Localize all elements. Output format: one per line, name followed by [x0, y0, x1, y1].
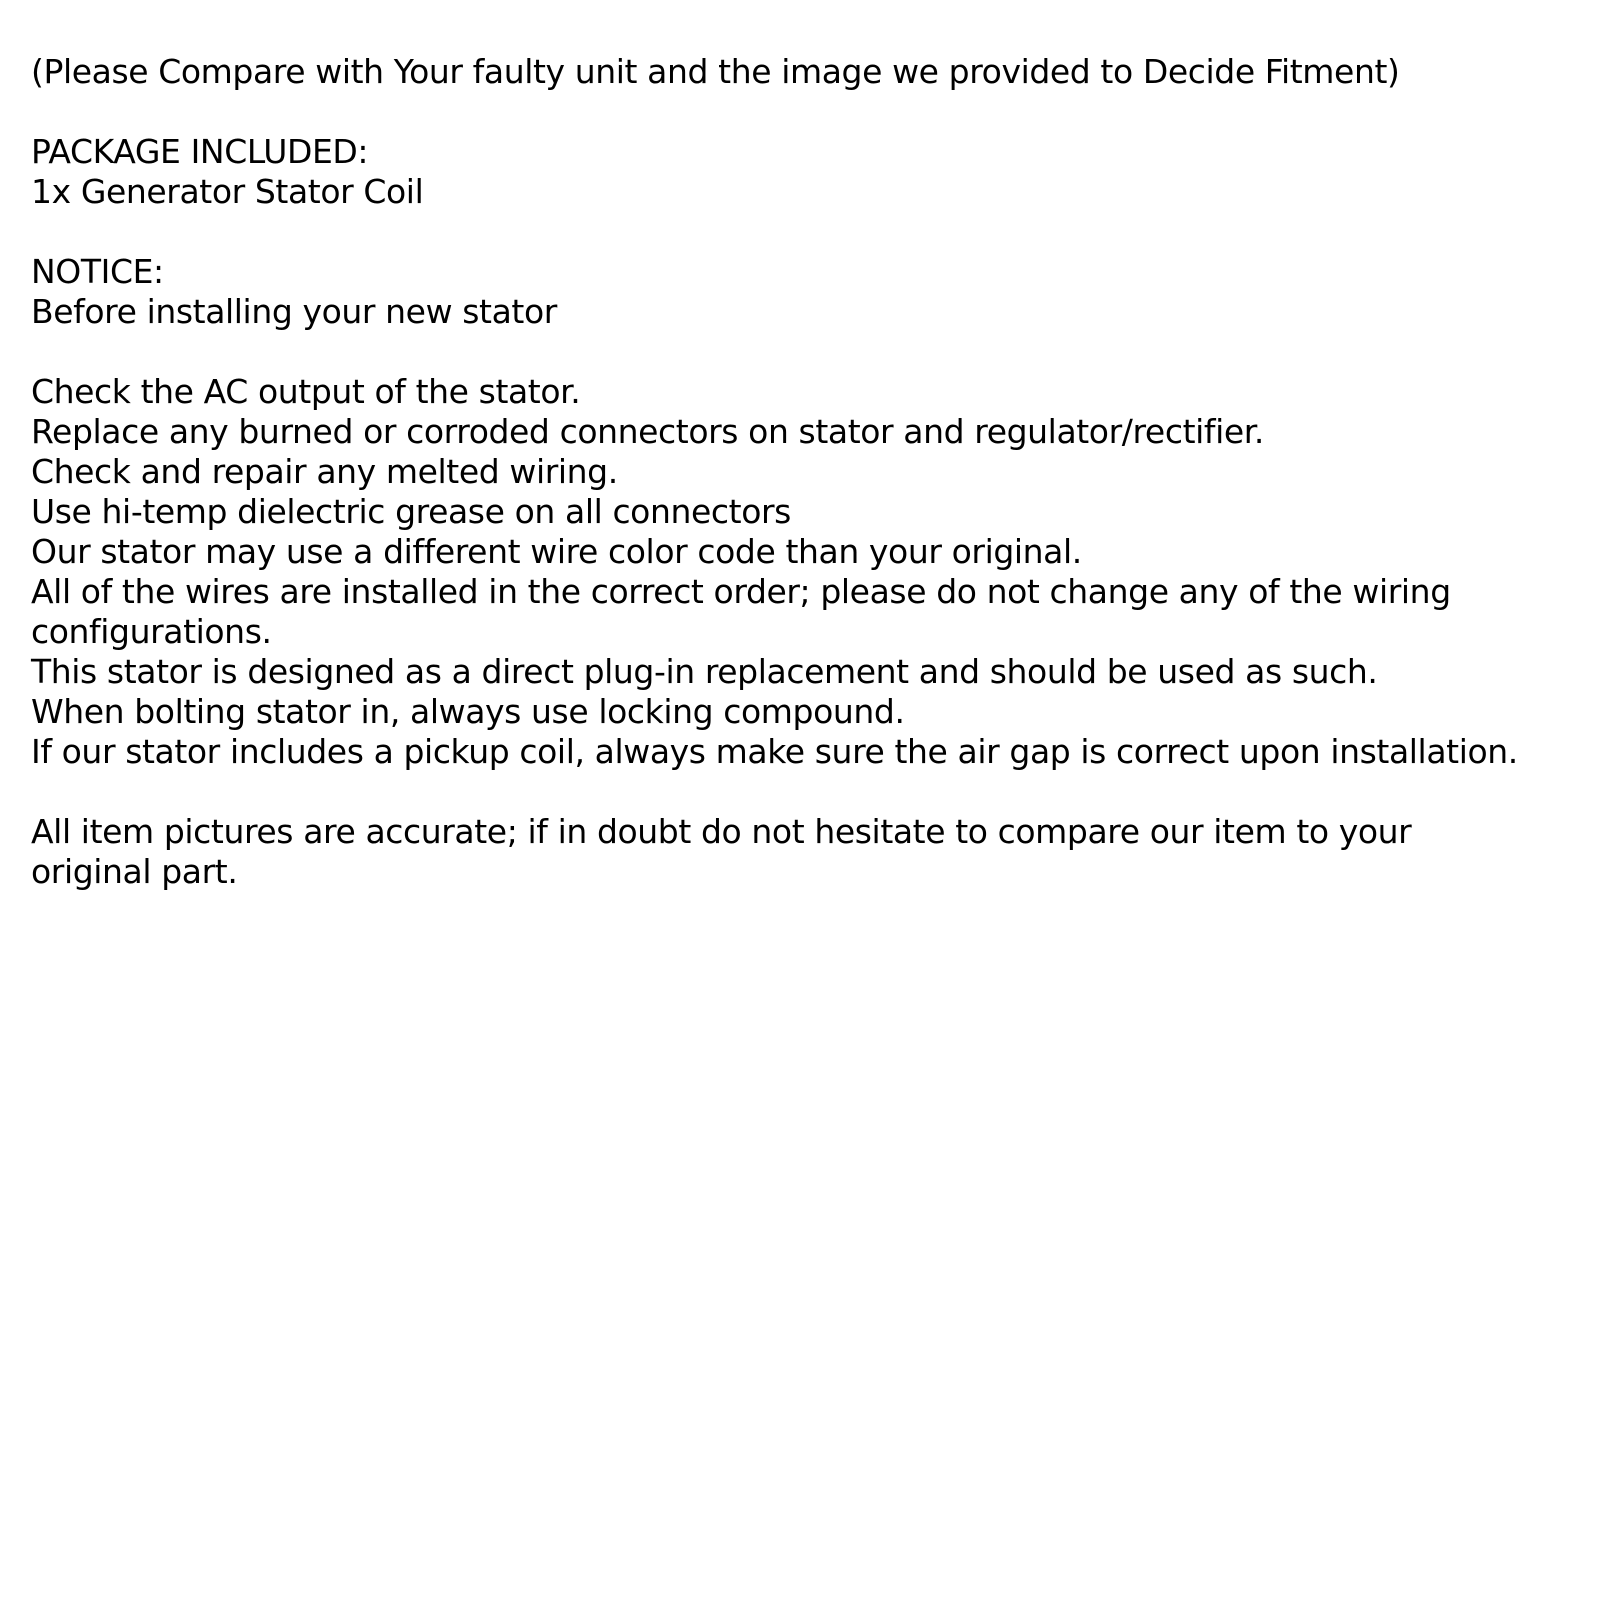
notice-item: All of the wires are installed in the correct order; please do not change any of the wiring configurations.	[31, 572, 1451, 651]
notice-item: Use hi-temp dielectric grease on all connectors	[31, 492, 791, 531]
spacer	[31, 332, 1576, 372]
notice-item: Our stator may use a different wire color code than your original.	[31, 532, 1082, 571]
notice-item: This stator is designed as a direct plug-in replacement and should be used as such.	[31, 652, 1378, 691]
spacer	[31, 212, 1576, 252]
spacer	[31, 92, 1576, 132]
accuracy-note: All item pictures are accurate; if in doubt do not hesitate to compare our item to your original part.	[31, 812, 1412, 891]
fitment-note: (Please Compare with Your faulty unit and the image we provided to Decide Fitment)	[31, 52, 1400, 91]
package-heading: PACKAGE INCLUDED:	[31, 132, 369, 171]
product-description	[31, 52, 1576, 892]
spacer	[31, 772, 1576, 812]
notice-item: Check and repair any melted wiring.	[31, 452, 618, 491]
notice-item: When bolting stator in, always use locking compound.	[31, 692, 905, 731]
notice-item: Replace any burned or corroded connectors on stator and regulator/rectifier.	[31, 412, 1264, 451]
notice-subheading: Before installing your new stator	[31, 292, 557, 331]
package-item: 1x Generator Stator Coil	[31, 172, 424, 211]
notice-item: Check the AC output of the stator.	[31, 372, 581, 411]
notice-item: If our stator includes a pickup coil, always make sure the air gap is correct upon installation.	[31, 732, 1518, 771]
notice-heading: NOTICE:	[31, 252, 164, 291]
